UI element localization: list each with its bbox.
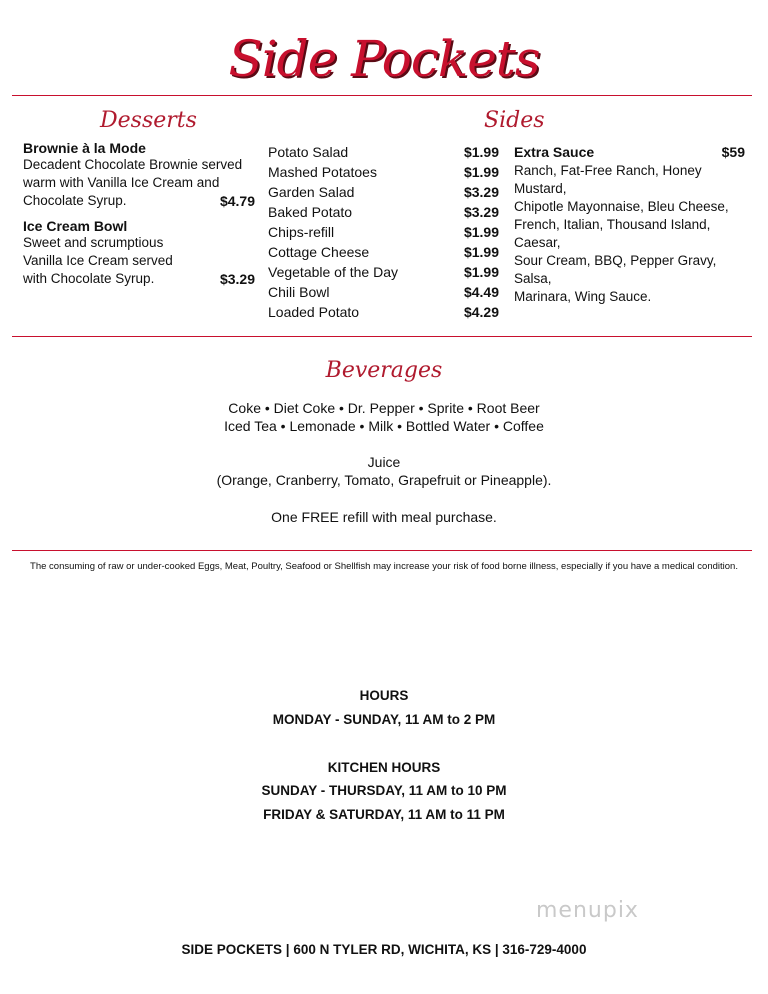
desc-line: French, Italian, Thousand Island, Caesar, xyxy=(514,217,711,250)
juice-label: Juice xyxy=(367,454,401,470)
side-item-name: Chili Bowl xyxy=(268,284,330,300)
dessert-item xyxy=(23,218,255,288)
side-item-price: $1.99 xyxy=(463,144,499,160)
side-item xyxy=(268,262,499,282)
divider-middle xyxy=(12,336,752,337)
extra-sauce-header xyxy=(514,142,745,162)
side-item xyxy=(268,282,499,302)
desc-line: Chipotle Mayonnaise, Bleu Cheese, xyxy=(514,199,729,214)
hours-line: MONDAY - SUNDAY, 11 AM to 2 PM xyxy=(272,712,496,727)
beverages-line: Coke • Diet Coke • Dr. Pepper • Sprite • Root Beer xyxy=(228,400,540,416)
side-item-price: $1.99 xyxy=(463,264,499,280)
side-item-price: $1.99 xyxy=(463,244,499,260)
footer-address: SIDE POCKETS | 600 N TYLER RD, WICHITA, KS | 316-729-4000 xyxy=(181,942,587,957)
side-item-name: Cottage Cheese xyxy=(268,244,370,260)
side-item xyxy=(268,242,499,262)
dessert-item xyxy=(23,140,255,210)
side-item xyxy=(268,202,499,222)
desc-line-with-price xyxy=(23,270,255,288)
side-item xyxy=(268,302,499,322)
restaurant-title: Side Pockets xyxy=(228,30,540,88)
dessert-item-price: $4.79 xyxy=(219,193,255,209)
divider-top xyxy=(12,95,752,96)
desc-line: Ranch, Fat-Free Ranch, Honey Mustard, xyxy=(514,163,702,196)
dessert-item-name: Ice Cream Bowl xyxy=(23,218,128,234)
desc-line: Sweet and scrumptious xyxy=(23,235,164,250)
side-item xyxy=(268,162,499,182)
dessert-item-desc xyxy=(23,234,255,288)
refill-note: One FREE refill with meal purchase. xyxy=(271,509,497,525)
side-item-name: Baked Potato xyxy=(268,204,353,220)
sides-list xyxy=(268,142,499,322)
side-item-price: $1.99 xyxy=(463,224,499,240)
juice-options: (Orange, Cranberry, Tomato, Grapefruit or Pineapple). xyxy=(216,472,552,488)
desc-line: Decadent Chocolate Brownie served xyxy=(23,157,243,172)
desc-line: Chocolate Syrup. xyxy=(23,193,127,208)
side-item-price: $4.49 xyxy=(463,284,499,300)
side-item xyxy=(268,142,499,162)
side-item-name: Potato Salad xyxy=(268,144,349,160)
dessert-item-name: Brownie à la Mode xyxy=(23,140,146,156)
side-item-price: $3.29 xyxy=(463,204,499,220)
kitchen-hours-heading: KITCHEN HOURS xyxy=(327,760,441,775)
side-item-name: Loaded Potato xyxy=(268,304,360,320)
beverages-line: Iced Tea • Lemonade • Milk • Bottled Water • Coffee xyxy=(224,418,544,434)
hours-heading: HOURS xyxy=(359,688,409,703)
divider-bottom xyxy=(12,550,752,551)
extra-sauce-name: Extra Sauce xyxy=(514,144,595,160)
dessert-item-desc xyxy=(23,156,255,210)
desc-line: Vanilla Ice Cream served xyxy=(23,253,173,268)
desc-line-with-price xyxy=(23,192,255,210)
side-item xyxy=(268,222,499,242)
sides-heading: Sides xyxy=(484,108,545,133)
extra-sauce-price: $59 xyxy=(721,144,745,160)
desc-line: Sour Cream, BBQ, Pepper Gravy, Salsa, xyxy=(514,253,717,286)
desc-line: Marinara, Wing Sauce. xyxy=(514,289,652,304)
side-item xyxy=(268,182,499,202)
food-safety-disclaimer: The consuming of raw or under-cooked Eggs, Meat, Poultry, Seafood or Shellfish may increase your risk of food borne illness, especially if you have a medical condition. xyxy=(30,561,738,572)
side-item-name: Mashed Potatoes xyxy=(268,164,377,180)
side-item-price: $3.29 xyxy=(463,184,499,200)
side-item-price: $4.29 xyxy=(463,304,499,320)
extra-sauce-desc xyxy=(514,162,745,306)
kitchen-hours-line: FRIDAY & SATURDAY, 11 AM to 11 PM xyxy=(263,807,505,822)
side-item-price: $1.99 xyxy=(463,164,499,180)
kitchen-hours-line: SUNDAY - THURSDAY, 11 AM to 10 PM xyxy=(261,783,507,798)
extra-sauce xyxy=(514,142,745,306)
side-item-name: Vegetable of the Day xyxy=(268,264,398,280)
beverages-heading: Beverages xyxy=(325,358,443,383)
desc-line: with Chocolate Syrup. xyxy=(23,271,155,286)
desc-line: warm with Vanilla Ice Cream and xyxy=(23,175,220,190)
desserts-heading: Desserts xyxy=(100,108,197,133)
side-item-name: Garden Salad xyxy=(268,184,355,200)
side-item-name: Chips-refill xyxy=(268,224,335,240)
dessert-item-price: $3.29 xyxy=(219,271,255,287)
watermark-logo: menupix xyxy=(536,898,639,923)
